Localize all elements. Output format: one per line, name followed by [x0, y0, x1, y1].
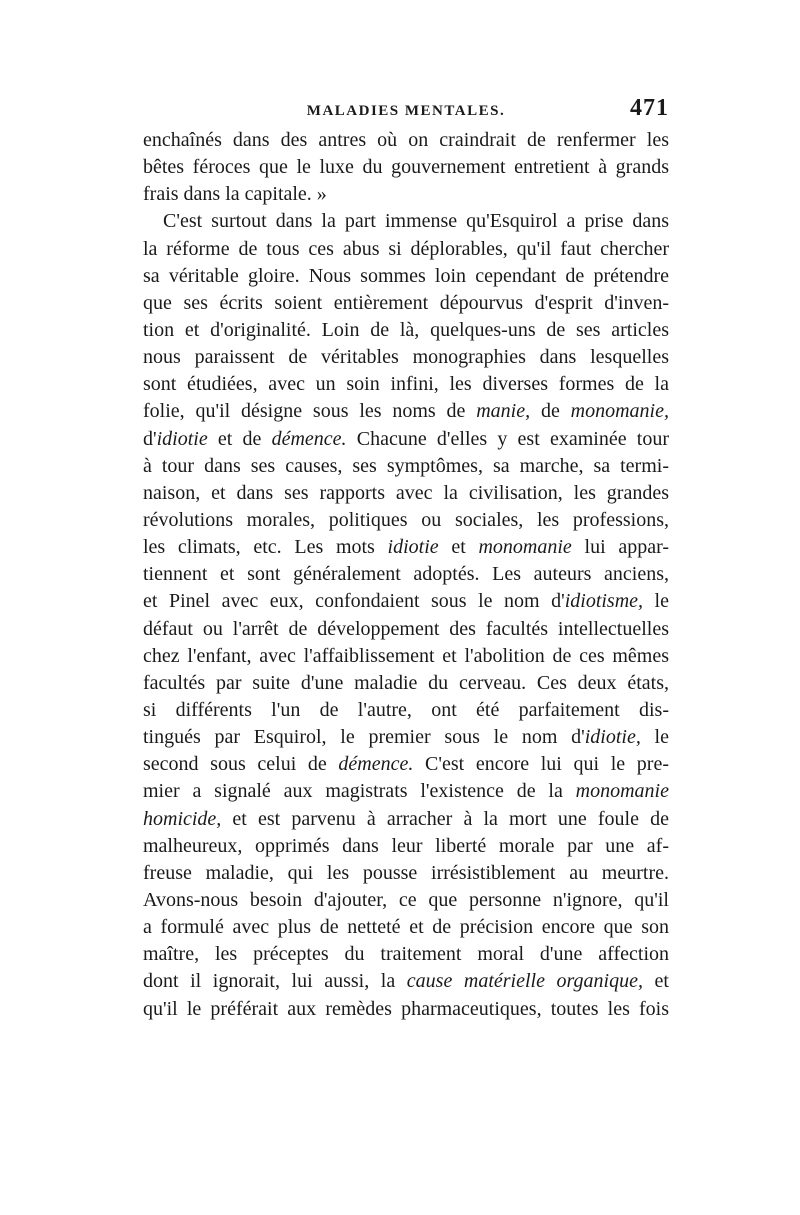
text-line: malheureux, opprimés dans leur liberté morale par une af- [143, 834, 669, 857]
running-title: MALADIES MENTALES. [306, 103, 506, 119]
running-head [143, 95, 669, 124]
line-segment: lui appar- [571, 536, 669, 559]
text-line: Avons-nous besoin d'ajouter, ce que personne n'ignore, qu'il [143, 888, 669, 911]
italic-term: idiotie, [584, 726, 641, 749]
text-line: tion et d'originalité. Loin de là, quelques-uns de ses articles [143, 318, 669, 341]
line-segment: le [640, 726, 669, 749]
line-segment: d' [143, 427, 157, 450]
line-segment: dont il ignorait, lui aussi, la [143, 970, 407, 993]
italic-term: cause matérielle organique, [406, 970, 643, 993]
line-segment: tingués par Esquirol, le premier sous le nom d' [143, 726, 585, 749]
text-line: freuse maladie, qui les pousse irrésistiblement au meurtre. [143, 861, 669, 884]
italic-term: idiotie [387, 536, 439, 559]
italic-term: monomanie [575, 780, 669, 803]
italic-term: monomanie, [570, 400, 669, 423]
text-line [143, 968, 669, 995]
text-line: à tour dans ses causes, ses symptômes, sa marche, sa termi- [143, 454, 669, 477]
line-segment: et [438, 536, 479, 559]
line-segment: et [643, 970, 669, 993]
text-line: tiennent et sont généralement adoptés. Les auteurs anciens, [143, 563, 669, 586]
text-line: enchaînés dans des antres où on craindrait de renfermer les [143, 129, 669, 151]
text-line: naison, et dans ses rapports avec la civilisation, les grandes [143, 481, 669, 504]
text-line: chez l'enfant, avec l'affaiblissement et l'abolition de ces mêmes [143, 644, 669, 667]
line-segment: C'est encore lui qui le pre- [413, 753, 669, 776]
line-segment: mier a signalé aux magistrats l'existence de la [143, 780, 576, 803]
line-segment: Chacune d'elles y est examinée tour [346, 427, 669, 450]
text-line: bêtes féroces que le luxe du gouvernement entretient à grands [143, 156, 669, 179]
line-segment: le [643, 590, 669, 613]
text-line: sa véritable gloire. Nous sommes loin cependant de prétendre [143, 264, 669, 287]
text-line [143, 724, 669, 751]
text-line [143, 588, 669, 615]
text-line [143, 534, 669, 561]
text-line: maître, les préceptes du traitement moral d'une affection [143, 943, 669, 966]
text-line: frais dans la capitale. » [143, 183, 327, 206]
text-line [143, 806, 669, 833]
line-segment: second sous celui de [143, 753, 339, 776]
body-text [143, 127, 669, 1023]
text-line: qu'il le préférait aux remèdes pharmaceutiques, toutes les fois [143, 997, 669, 1020]
line-segment: de [530, 400, 571, 423]
italic-term: manie, [476, 400, 531, 423]
italic-term: homicide, [143, 807, 222, 830]
text-line [143, 398, 669, 425]
text-line: facultés par suite d'une maladie du cerveau. Ces deux états, [143, 671, 669, 694]
line-segment: folie, qu'il désigne sous les noms de [143, 400, 477, 423]
text-line: la réforme de tous ces abus si déplorables, qu'il faut chercher [143, 237, 669, 260]
line-segment: et Pinel avec eux, confondaient sous le nom d' [143, 590, 565, 613]
text-line [143, 751, 669, 778]
text-line: sont étudiées, avec un soin infini, les diverses formes de la [143, 373, 669, 396]
text-line: si différents l'un de l'autre, ont été parfaitement dis- [143, 698, 669, 721]
text-line: défaut ou l'arrêt de développement des facultés intellectuelles [143, 617, 669, 640]
italic-term: démence. [271, 427, 347, 450]
italic-term: monomanie [478, 536, 572, 559]
text-line [143, 778, 669, 805]
line-segment: les climats, etc. Les mots [143, 536, 388, 559]
italic-term: idiotisme, [564, 590, 644, 613]
text-line: a formulé avec plus de netteté et de précision encore que son [143, 916, 669, 939]
text-line: révolutions morales, politiques ou sociales, les professions, [143, 508, 669, 531]
line-segment: et de [207, 427, 272, 450]
text-line [143, 426, 669, 453]
line-segment: et est parvenu à arracher à la mort une foule de [221, 807, 669, 830]
italic-term: idiotie [156, 427, 208, 450]
paragraph-first-line: C'est surtout dans la part immense qu'Esquirol a prise dans [163, 210, 669, 233]
page-number: 471 [630, 95, 669, 121]
text-line: nous paraissent de véritables monographies dans lesquelles [143, 346, 669, 369]
italic-term: démence. [338, 753, 414, 776]
text-line: que ses écrits soient entièrement dépourvus d'esprit d'inven- [143, 291, 669, 314]
